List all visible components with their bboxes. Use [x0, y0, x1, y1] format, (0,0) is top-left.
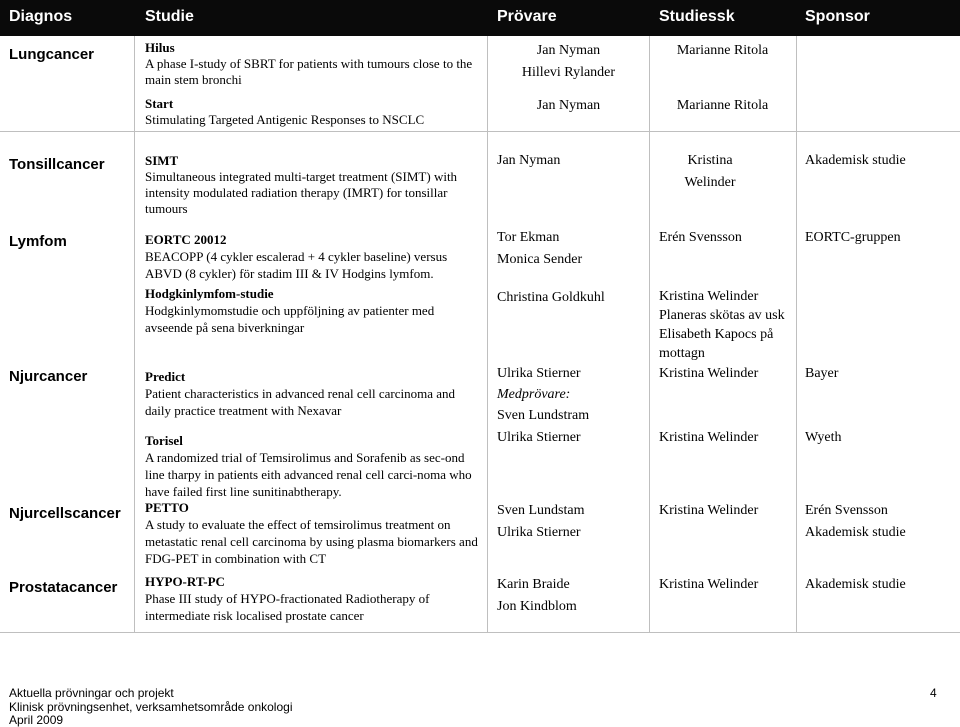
page-number: 4 [930, 686, 937, 700]
footer-date: April 2009 [9, 713, 64, 727]
provare-cell [497, 287, 605, 309]
study-title: Hilus [145, 40, 175, 55]
header-provare: Prövare [497, 8, 557, 25]
study-description: A phase I-study of SBRT for patients with tumours close to the main stem bronchi [145, 56, 473, 87]
studiessk-note: Planeras skötas av usk Elisabeth Kapocs på mottagn [659, 308, 785, 361]
studiessk-cell [659, 427, 758, 449]
column-divider [134, 36, 135, 632]
provare-name: Tor Ekman [497, 230, 560, 245]
study-hilus [145, 40, 485, 88]
header-sponsor: Sponsor [805, 8, 870, 25]
studiessk-cell [650, 150, 770, 194]
column-divider [487, 36, 488, 632]
study-description: A study to evaluate the effect of temsirolimus treatment on metastatic renal cell carcinoma by using plasma biomarkers and FDG-PET in combination with CT [145, 517, 478, 566]
studiessk-name: Kristina Welinder [659, 289, 759, 304]
provare-name: Jan Nyman [536, 43, 601, 58]
provare-name: Sven Lundstam [497, 503, 585, 518]
study-predict [145, 368, 480, 419]
column-divider [796, 36, 797, 632]
study-description: Simultaneous integrated multi-target treatment (SIMT) with intensity modulated radiation therapy (IMRT) for tonsillar tumours [145, 169, 458, 216]
studiessk-name: Welinder [684, 175, 736, 190]
sponsor-name: EORTC-gruppen [805, 230, 901, 245]
studiessk-cell [659, 363, 758, 385]
studiessk-cell [650, 40, 795, 62]
provare-name: Sven Lundstram [497, 408, 590, 423]
study-description: BEACOPP (4 cykler escalerad + 4 cykler baseline) versus ABVD (8 cykler) för stadim III & IV Hodgins lymfom. [145, 249, 448, 281]
provare-cell [497, 363, 589, 426]
table-header [0, 0, 960, 36]
study-title: Predict [145, 369, 186, 384]
studiessk-name: Kristina Welinder [659, 430, 759, 445]
provare-name: Ulrika Stierner [497, 525, 581, 540]
study-description: A randomized trial of Temsirolimus and Sorafenib as sec-ond line tharpy in patients eith advanced renal cell carci-noma who have failed first line sunitinabtherapy. [145, 450, 472, 499]
provare-cell [497, 150, 560, 172]
sponsor-name: Erén Svensson [805, 503, 888, 518]
provare-name: Hillevi Rylander [521, 65, 616, 80]
study-petto [145, 499, 480, 567]
diagnosis-njurcancer: Njurcancer [9, 368, 88, 385]
study-title: EORTC 20012 [145, 232, 227, 247]
provare-name: Jan Nyman [536, 98, 601, 113]
provare-cell [497, 227, 582, 271]
sponsor-cell [805, 500, 906, 544]
studiessk-name: Marianne Ritola [676, 98, 769, 113]
provare-name: Monica Sender [497, 252, 583, 267]
provare-name: Christina Goldkuhl [497, 290, 605, 305]
provare-cell [497, 500, 585, 544]
study-torisel [145, 432, 480, 500]
diagnosis-prostatacancer: Prostatacancer [9, 579, 118, 596]
diagnosis-tonsillcancer: Tonsillcancer [9, 156, 105, 173]
diagnosis-njurcellscancer: Njurcellscancer [9, 505, 121, 522]
study-title: Hodgkinlymfom-studie [145, 286, 274, 301]
column-divider [649, 36, 650, 632]
study-title: SIMT [145, 153, 179, 168]
studiessk-cell [650, 95, 795, 117]
provare-cell [490, 40, 647, 84]
studiessk-name: Kristina Welinder [659, 366, 759, 381]
study-title: PETTO [145, 500, 189, 515]
study-description: Hodgkinlymomstudie och uppföljning av patienter med avseende på sena biverkningar [145, 303, 435, 335]
header-diagnos: Diagnos [9, 8, 73, 25]
study-description: Phase III study of HYPO-fractionated Radiotherapy of intermediate risk localised prostate cancer [145, 591, 430, 623]
studiessk-name: Kristina Welinder [659, 577, 759, 592]
sponsor-cell [805, 227, 901, 249]
studiessk-cell [659, 500, 758, 522]
sponsor-cell [805, 427, 841, 449]
sponsor-cell [805, 574, 906, 596]
studiessk-name: Marianne Ritola [676, 43, 769, 58]
sponsor-cell [805, 363, 838, 385]
study-title: HYPO-RT-PC [145, 574, 225, 589]
study-title: Start [145, 96, 174, 111]
provare-name: Jan Nyman [497, 153, 561, 168]
study-hodgkinlymfom [145, 285, 480, 336]
provare-name: Ulrika Stierner [497, 366, 581, 381]
sponsor-name: Akademisk studie [805, 525, 906, 540]
sponsor-name: Akademisk studie [805, 153, 906, 168]
studiessk-cell [659, 287, 789, 363]
provare-name: Jon Kindblom [497, 599, 577, 614]
header-studiessk: Studiessk [659, 8, 735, 25]
study-start [145, 96, 485, 128]
row-divider [0, 131, 960, 132]
study-title: Torisel [145, 433, 183, 448]
studiessk-name: Erén Svensson [659, 230, 742, 245]
provare-cell [497, 427, 581, 449]
studiessk-cell [659, 574, 758, 596]
provare-name: Karin Braide [497, 577, 570, 592]
row-divider [0, 632, 960, 633]
sponsor-name: Akademisk studie [805, 577, 906, 592]
study-hypo-rt-pc [145, 573, 480, 624]
studiessk-name: Kristina [687, 153, 733, 168]
study-description: Patient characteristics in advanced renal cell carcinoma and daily practice treatment with Nexavar [145, 386, 456, 418]
sponsor-name: Bayer [805, 366, 839, 381]
study-eortc-20012 [145, 231, 480, 282]
studiessk-cell [659, 227, 742, 249]
study-simt [145, 153, 475, 217]
footer-unit: Klinisk prövningsenhet, verksamhetsområde onkologi [9, 700, 293, 714]
footer-title: Aktuella prövningar och projekt [9, 686, 174, 700]
sponsor-name: Wyeth [805, 430, 842, 445]
diagnosis-lymfom: Lymfom [9, 233, 67, 250]
provare-cell [497, 574, 577, 618]
sponsor-cell [805, 150, 906, 172]
study-description: Stimulating Targeted Antigenic Responses to NSCLC [145, 112, 425, 127]
diagnosis-lungcancer: Lungcancer [9, 46, 95, 63]
header-studie: Studie [145, 8, 194, 25]
studiessk-name: Kristina Welinder [659, 503, 759, 518]
provare-cell [490, 95, 647, 117]
provare-name: Ulrika Stierner [497, 430, 581, 445]
medprovare-label: Medprövare: [497, 387, 571, 402]
